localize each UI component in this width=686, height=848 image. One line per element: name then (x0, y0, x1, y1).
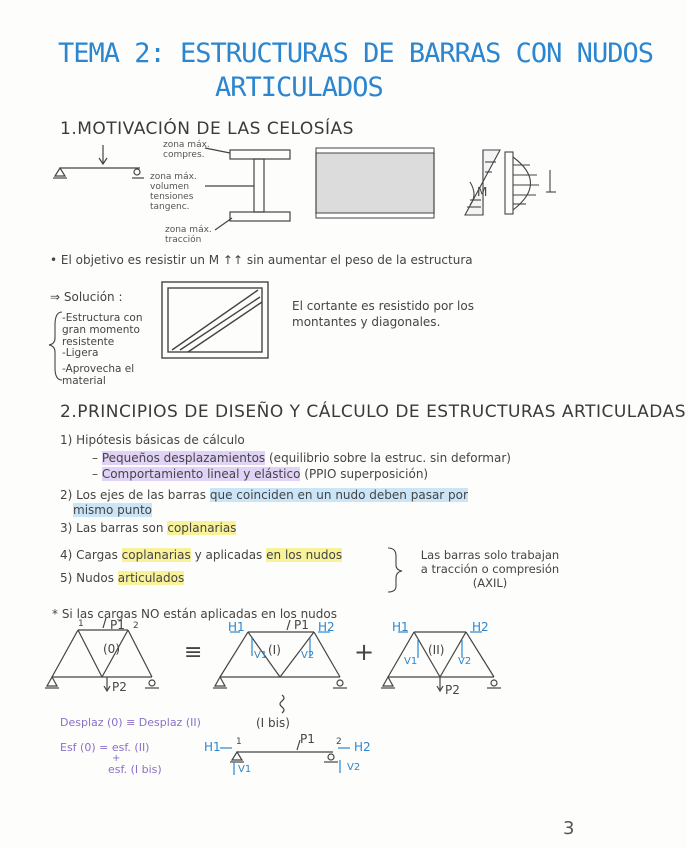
hypothesis-2-highlight-2: mismo punto (73, 503, 152, 517)
sub1-highlight: Pequeños desplazamientos (101, 451, 266, 465)
equivalence-sign: ≡ (184, 640, 203, 665)
hypothesis-2-text: Los ejes de las barras (76, 488, 207, 502)
hypothesis-1 (60, 433, 245, 447)
label-volumen: zona máx. volumen tensiones tangenc. (150, 172, 197, 212)
hypothesis-1-text: Hipótesis básicas de cálculo (76, 433, 245, 447)
ibis-h2: H2 (354, 740, 371, 754)
beam-diagram (53, 145, 144, 178)
sub2-highlight: Comportamiento lineal y elástico (101, 467, 301, 481)
hypothesis-1-sub2 (92, 467, 428, 481)
title-line-1: TEMA 2: ESTRUCTURAS DE BARRAS CON NUDOS (58, 38, 653, 69)
hypothesis-2 (60, 488, 468, 502)
plus-sign: + (354, 638, 375, 666)
section-2-heading: 2.PRINCIPIOS DE DISEÑO Y CÁLCULO DE ESTRUCTURAS ARTICULADAS (60, 402, 686, 422)
loads-note: * Si las cargas NO están aplicadas en los nudos (52, 607, 337, 621)
label-traccion: zona máx. tracción (165, 225, 212, 245)
ibis-label: (I bis) (256, 716, 290, 730)
stress-diagram (465, 150, 556, 215)
ibis-h1: H1 (204, 740, 221, 754)
truss-1-v2: V2 (301, 650, 315, 661)
esf-eq-1: Esf (0) = esf. (II) (60, 741, 150, 754)
ibis-node-2: 2 (336, 737, 342, 747)
truss-2-h1: H1 (392, 620, 409, 634)
hypothesis-4-highlight-2: en los nudos (266, 548, 343, 562)
esf-eq-2: esf. (I bis) (108, 763, 162, 776)
truss-1-h1: H1 (228, 620, 245, 634)
truss-0-node-2: 2 (133, 621, 139, 631)
bracket-note: Las barras solo trabajan a tracción o compresión (AXIL) (420, 548, 560, 590)
truss-0-node-1: 1 (78, 619, 84, 629)
hypothesis-4-mid: y aplicadas (194, 548, 263, 562)
shear-note: El cortante es resistido por los montantes y diagonales. (292, 299, 474, 329)
esf-plus: + (112, 753, 121, 764)
solution-item-1: -Estructura con gran momento resistente (62, 312, 143, 348)
ibis-node-1: 1 (236, 737, 242, 747)
hypothesis-3-num: 3) (60, 521, 73, 535)
bracket (388, 548, 402, 592)
ibis-beam (230, 740, 338, 762)
truss-1-v1: V1 (254, 650, 268, 661)
label-moment: M (477, 185, 488, 199)
truss-2-v2: V2 (458, 656, 472, 667)
solution-label: ⇒ Solución : (50, 290, 123, 304)
hypothesis-1-num: 1) (60, 433, 73, 447)
solution-item-3: -Aprovecha el material (62, 363, 135, 387)
hypothesis-1-sub1 (92, 451, 511, 465)
hypothesis-3-text: Las barras son (76, 521, 164, 535)
ibis-p1: P1 (300, 732, 315, 746)
hypothesis-2-highlight: que coinciden en un nudo deben pasar por (209, 488, 468, 502)
hypothesis-5 (60, 571, 184, 585)
truss-0-p2: P2 (112, 680, 127, 694)
hypothesis-4 (60, 548, 342, 562)
sub2-rest: (PPIO superposición) (304, 467, 429, 481)
truss-2-h2: H2 (472, 620, 489, 634)
page-number: 3 (563, 818, 575, 839)
brace (49, 312, 62, 380)
truss-sketch (162, 282, 268, 358)
sub1-dash: – (92, 451, 98, 465)
truss-0-p1: P1 (110, 618, 125, 632)
hypothesis-3-highlight: coplanarias (167, 521, 237, 535)
ibis-v1: V1 (238, 764, 252, 775)
truss-0-label: (0) (103, 642, 120, 656)
sub1-rest: (equilibrio sobre la estruc. sin deformar) (269, 451, 511, 465)
truss-2 (381, 632, 501, 691)
sub2-dash: – (92, 467, 98, 481)
truss-1-p1: P1 (294, 618, 309, 632)
truss-1-h2: H2 (318, 620, 335, 634)
hypothesis-5-highlight: articulados (117, 571, 185, 585)
truss-2-label: (II) (428, 643, 445, 657)
section-1-heading: 1.MOTIVACIÓN DE LAS CELOSÍAS (60, 119, 354, 139)
truss-0 (45, 618, 159, 691)
hypothesis-3 (60, 521, 236, 535)
beam-elevation (316, 148, 434, 218)
label-compres: zona máx. compres. (163, 140, 210, 160)
objective-text: • El objetivo es resistir un M ↑↑ sin aumentar el peso de la estructura (50, 253, 473, 267)
hypothesis-5-num: 5) (60, 571, 73, 585)
hypothesis-4-highlight: coplanarias (121, 548, 191, 562)
hypothesis-2-cont (73, 503, 152, 517)
truss-1-label: (I) (268, 643, 281, 657)
title-line-2: ARTICULADOS (215, 72, 383, 103)
hypothesis-2-num: 2) (60, 488, 73, 502)
solution-item-2: -Ligera (62, 347, 99, 359)
hypothesis-4-text: Cargas (76, 548, 118, 562)
ibis-v2: V2 (347, 762, 361, 773)
truss-2-p2: P2 (445, 683, 460, 697)
hypothesis-5-text: Nudos (76, 571, 114, 585)
desplaz-eq: Desplaz (0) ≡ Desplaz (II) (60, 716, 201, 729)
hypothesis-4-num: 4) (60, 548, 73, 562)
truss-2-v1: V1 (404, 656, 418, 667)
